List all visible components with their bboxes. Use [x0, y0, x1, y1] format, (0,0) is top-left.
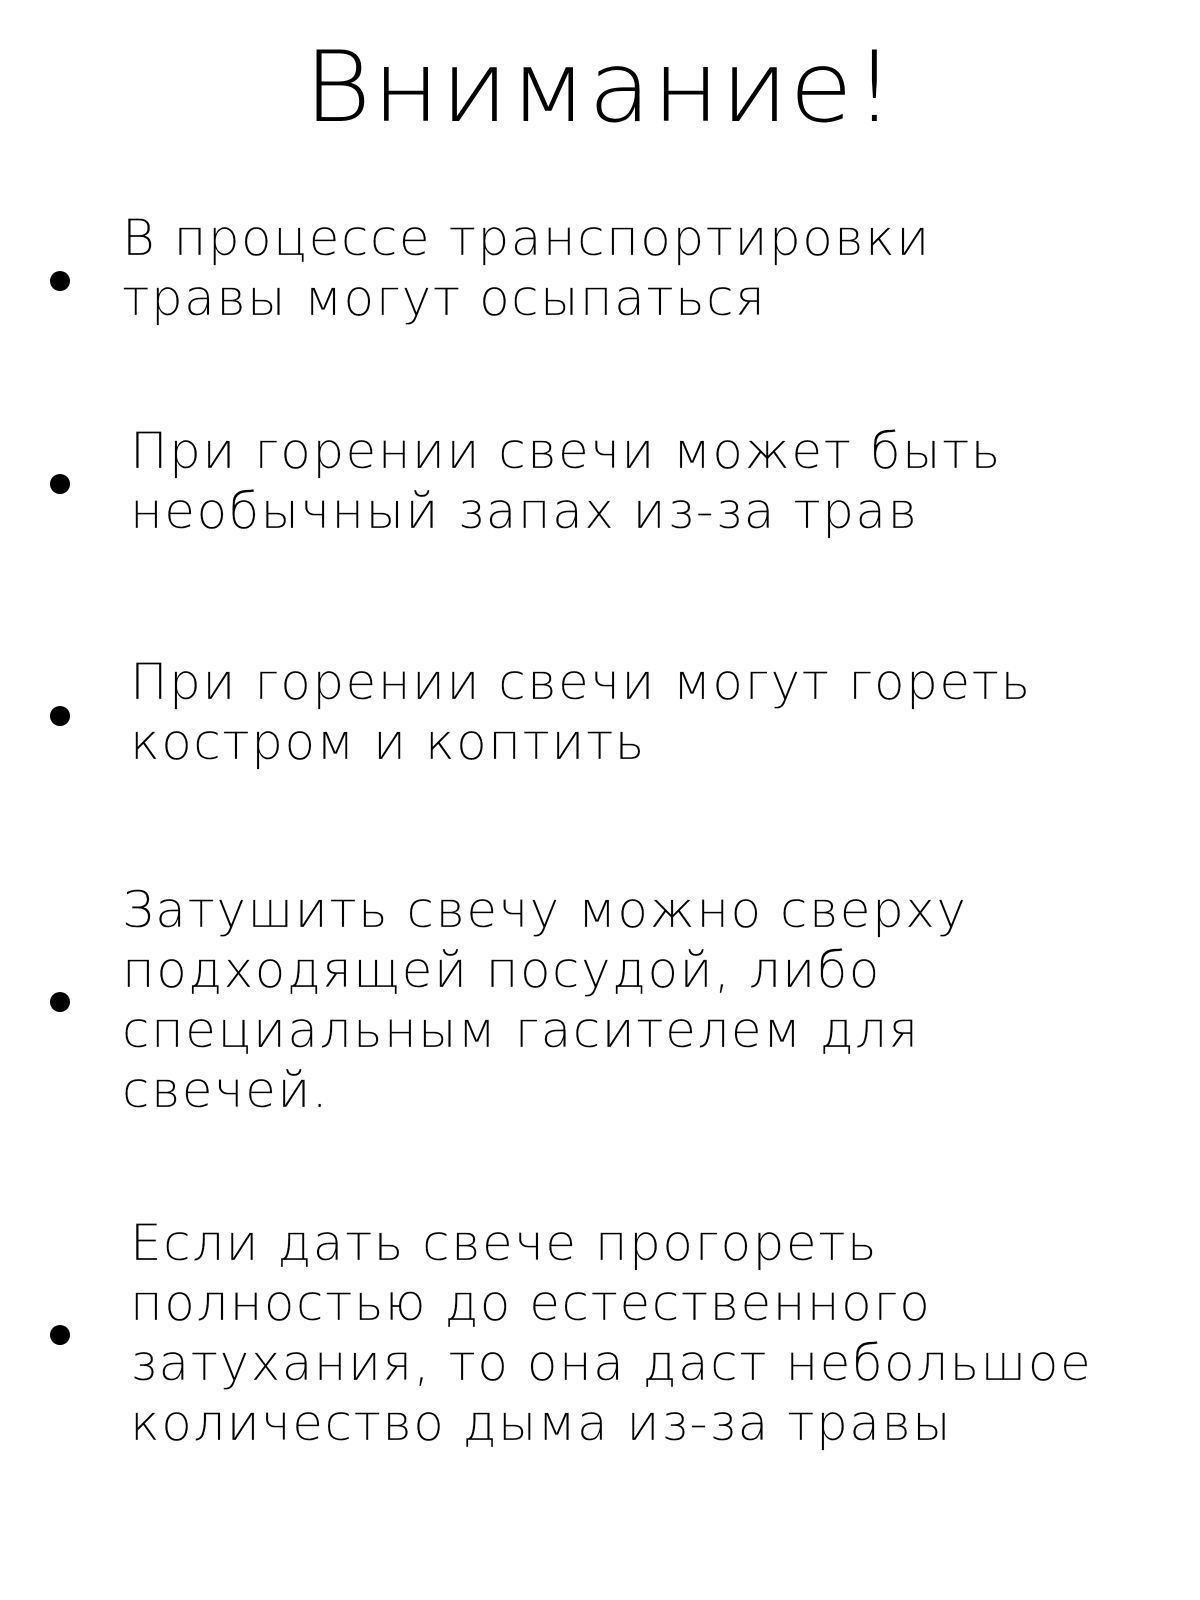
- list-item-line: При горении свечи может быть: [130, 422, 1002, 480]
- list-item-line: В процессе транспортировки: [122, 209, 931, 267]
- list-item-text: [130, 421, 1002, 541]
- list-item-line: специальным гасителем для: [122, 1001, 920, 1059]
- bullet-icon: [50, 271, 70, 291]
- bullet-icon: [50, 1325, 70, 1345]
- list-item-line: Затушить свечу можно сверху: [122, 881, 968, 939]
- list-item-line: затухания, то она даст небольшое: [130, 1334, 1093, 1392]
- bullet-icon: [50, 992, 70, 1012]
- list-item-line: При горении свечи могут гореть: [130, 653, 1032, 711]
- list-item-text: [130, 1213, 1092, 1453]
- list-item-text: [122, 208, 931, 328]
- list-item-line: травы могут осыпаться: [122, 269, 767, 327]
- list-item-line: Если дать свече прогореть: [130, 1214, 878, 1272]
- list-item-text: [122, 880, 967, 1120]
- list-item-line: костром и коптить: [130, 713, 646, 771]
- bullet-icon: [50, 706, 70, 726]
- list-item-line: подходящей посудой, либо: [122, 941, 881, 999]
- list-item-line: необычный запах из-за трав: [130, 482, 919, 540]
- list-item-text: [130, 652, 1032, 772]
- list-item-line: полностью до естественного: [130, 1274, 932, 1332]
- list-item-line: количество дыма из-за травы: [130, 1394, 952, 1452]
- list-item-line: свечей.: [122, 1061, 330, 1119]
- bullet-icon: [50, 474, 70, 494]
- warning-title: Внимание!: [303, 31, 897, 145]
